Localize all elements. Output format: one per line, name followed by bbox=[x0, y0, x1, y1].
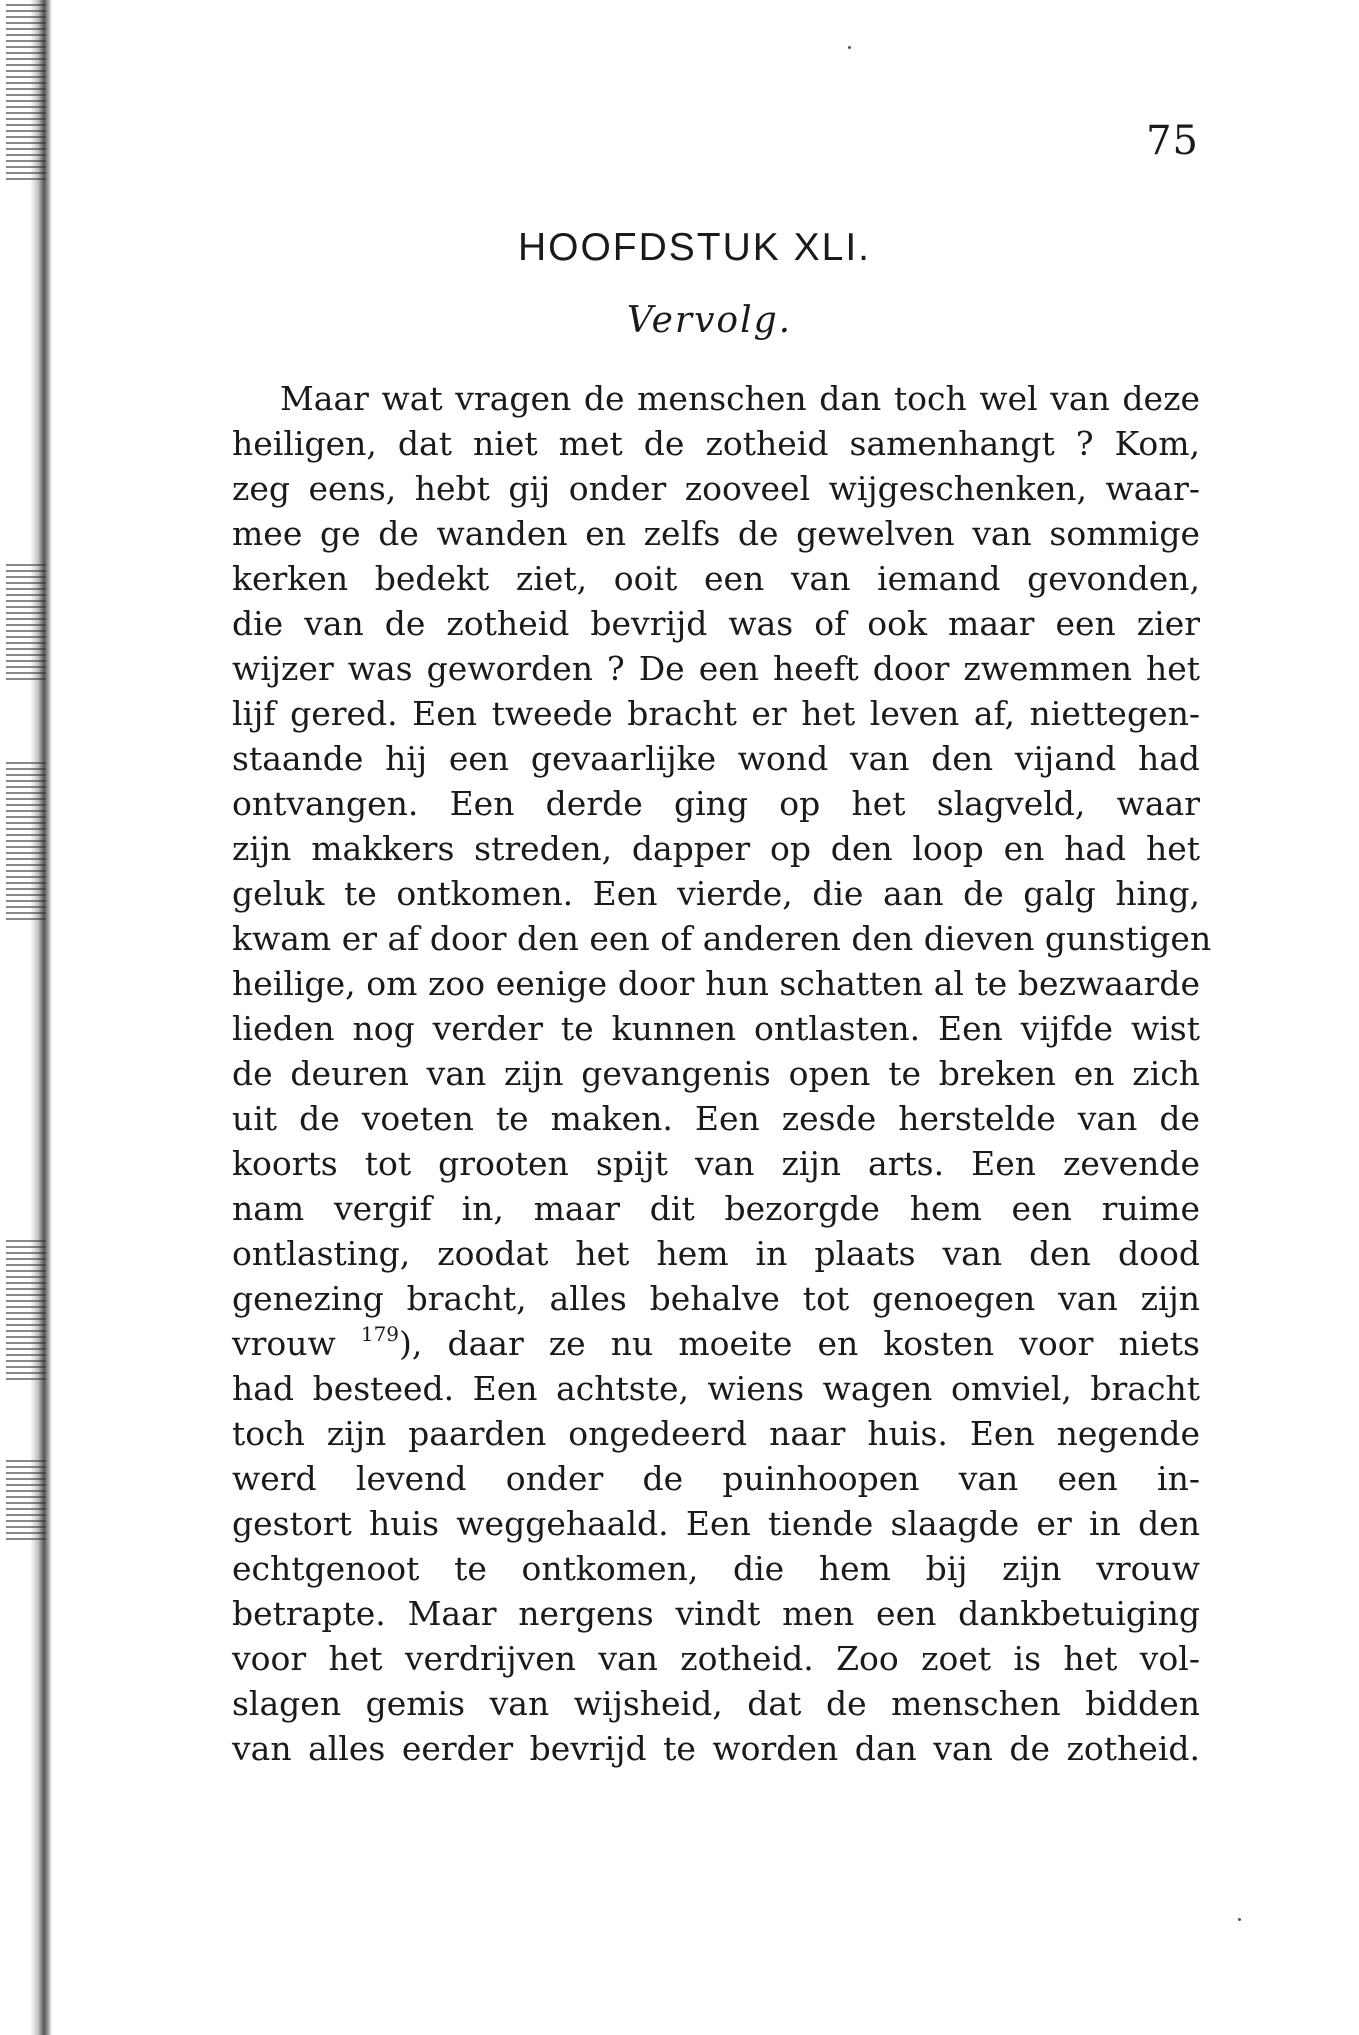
text-line: koorts tot grooten spijt van zijn arts. Een zevende bbox=[232, 1144, 1200, 1183]
text-line: heiligen, dat niet met de zotheid samenhangt ? Kom, bbox=[232, 424, 1200, 463]
footnote-reference[interactable]: 179 bbox=[360, 1322, 400, 1346]
text-line: werd levend onder de puinhoopen van een in- bbox=[232, 1459, 1200, 1498]
footnote-line-end: ), daar ze nu moeite en kosten voor niets bbox=[399, 1324, 1200, 1363]
binding-shadow bbox=[6, 760, 46, 920]
text-line: Maar wat vragen de menschen dan toch wel van deze bbox=[280, 379, 1200, 418]
text-line: nam vergif in, maar dit bezorgde hem een ruime bbox=[232, 1189, 1200, 1228]
text-line: slagen gemis van wijsheid, dat de menschen bidden bbox=[232, 1684, 1200, 1723]
text-line: had besteed. Een achtste, wiens wagen omviel, bracht bbox=[232, 1369, 1200, 1408]
text-line: de deuren van zijn gevangenis open te breken en zich bbox=[232, 1054, 1200, 1093]
binding-shadow bbox=[6, 1460, 46, 1540]
text-line: die van de zotheid bevrijd was of ook maar een zier bbox=[232, 604, 1200, 643]
chapter-subtitle: Vervolg. bbox=[626, 300, 793, 341]
binding-shadow bbox=[6, 1240, 46, 1380]
binding-shadow bbox=[6, 560, 46, 680]
text-line: kerken bedekt ziet, ooit een van iemand gevonden, bbox=[232, 559, 1200, 598]
text-line: lieden nog verder te kunnen ontlasten. Een vijfde wist bbox=[232, 1009, 1200, 1048]
footnote-line-start: vrouw bbox=[232, 1324, 361, 1363]
text-line: wijzer was geworden ? De een heeft door zwemmen het bbox=[232, 649, 1200, 688]
text-line: zeg eens, hebt gij onder zooveel wijgeschenken, waar- bbox=[232, 469, 1200, 508]
chapter-heading: HOOFDSTUK XLI. bbox=[517, 226, 872, 269]
page-number: 75 bbox=[1146, 118, 1199, 164]
binding-shadow bbox=[6, 0, 46, 180]
speck bbox=[1238, 1918, 1241, 1921]
text-line: genezing bracht, alles behalve tot genoegen van zijn bbox=[232, 1279, 1200, 1318]
text-line: staande hij een gevaarlijke wond van den vijand had bbox=[232, 739, 1200, 778]
text-line: ontlasting, zoodat het hem in plaats van den dood bbox=[232, 1234, 1200, 1273]
text-line: geluk te ontkomen. Een vierde, die aan de galg hing, bbox=[232, 874, 1200, 913]
text-line: heilige, om zoo eenige door hun schatten al te bezwaarde bbox=[232, 964, 1200, 1003]
footnote-text-line bbox=[232, 1321, 1200, 1366]
text-line: echtgenoot te ontkomen, die hem bij zijn vrouw bbox=[232, 1549, 1200, 1588]
body-text bbox=[232, 376, 1212, 1771]
text-line: mee ge de wanden en zelfs de gewelven van sommige bbox=[232, 514, 1200, 553]
text-line: voor het verdrijven van zotheid. Zoo zoet is het vol- bbox=[232, 1639, 1200, 1678]
speck bbox=[848, 46, 851, 49]
text-line: uit de voeten te maken. Een zesde herstelde van de bbox=[232, 1099, 1200, 1138]
text-line: toch zijn paarden ongedeerd naar huis. Een negende bbox=[232, 1414, 1200, 1453]
text-line: van alles eerder bevrijd te worden dan van de zotheid. bbox=[232, 1729, 1200, 1768]
text-line: betrapte. Maar nergens vindt men een dankbetuiging bbox=[232, 1594, 1200, 1633]
text-line: zijn makkers streden, dapper op den loop en had het bbox=[232, 829, 1200, 868]
text-line: kwam er af door den een of anderen den dieven gunstigen bbox=[232, 919, 1212, 958]
text-line: gestort huis weggehaald. Een tiende slaagde er in den bbox=[232, 1504, 1200, 1543]
text-line: lijf gered. Een tweede bracht er het leven af, niettegen- bbox=[232, 694, 1200, 733]
text-line: ontvangen. Een derde ging op het slagveld, waar bbox=[232, 784, 1200, 823]
